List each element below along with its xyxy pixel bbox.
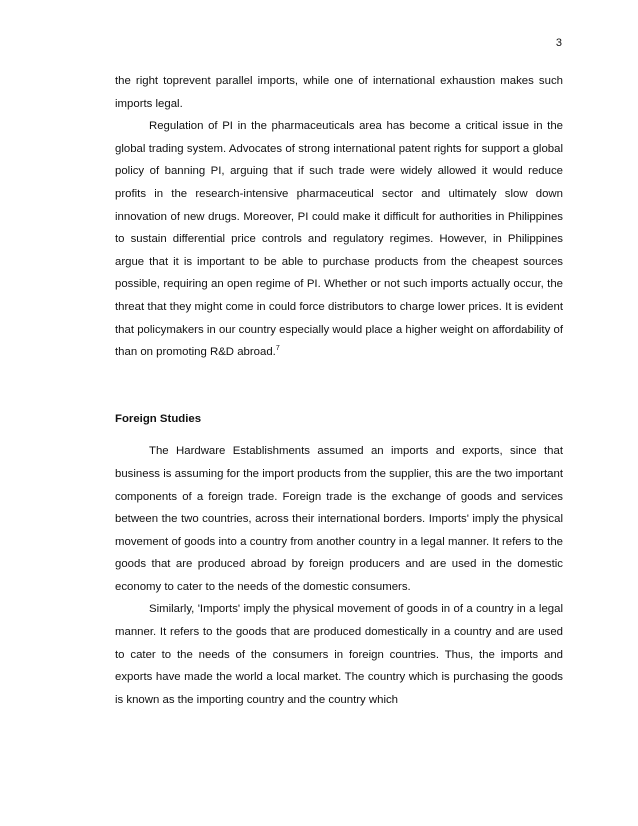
section-heading-foreign-studies: Foreign Studies (115, 412, 202, 425)
footnote-marker: 7 (275, 345, 280, 353)
paragraph-pi-regulation (115, 115, 563, 364)
page-number: 3 (555, 37, 562, 49)
paragraph-exhaustion: the right toprevent parallel imports, while one of international exhaustion makes such imports legal. (115, 75, 563, 110)
paragraph-imports-similarly: Similarly, 'Imports' imply the physical movement of goods in of a country in a legal manner. It refers to the goods that are produced domestically in a country and are used to cater to the needs of the consumers in foreign countries. Thus, the imports and exports have made the world a local market. The country which is purchasing the goods is known as the importing country and the country which (115, 603, 563, 706)
paragraph-hardware-establishments: The Hardware Establishments assumed an imports and exports, since that business is assuming for the import products from the supplier, this are the two important components of a foreign trade. Foreign trade is the exchange of goods and services between the two countries, across their international borders. Imports' imply the physical movement of goods into a country from another country in a legal manner. It refers to the goods that are produced abroad by foreign producers and are used in the domestic economy to cater to the needs of the domestic consumers. (115, 445, 563, 593)
document-body (115, 70, 563, 711)
paragraph-pi-regulation-text: Regulation of PI in the pharmaceuticals area has become a critical issue in the global trading system. Advocates of strong international patent rights for support a global policy of banning PI, arguing that if such trade were widely allowed it would reduce profits in the research-intensive pharmaceutical sector and ultimately slow down innovation of new drugs. Moreover, PI could make it difficult for authorities in Philippines to sustain differential price controls and regulatory regimes. However, in Philippines argue that it is important to be able to purchase products from the cheapest sources possible, requiring an open regime of PI. Whether or not such imports actually occur, the threat that they might come in could force distributors to charge lower prices. It is evident that policymakers in our country especially would place a higher weight on affordability of than on promoting R&D abroad. (115, 120, 563, 359)
section-spacer (115, 364, 563, 408)
